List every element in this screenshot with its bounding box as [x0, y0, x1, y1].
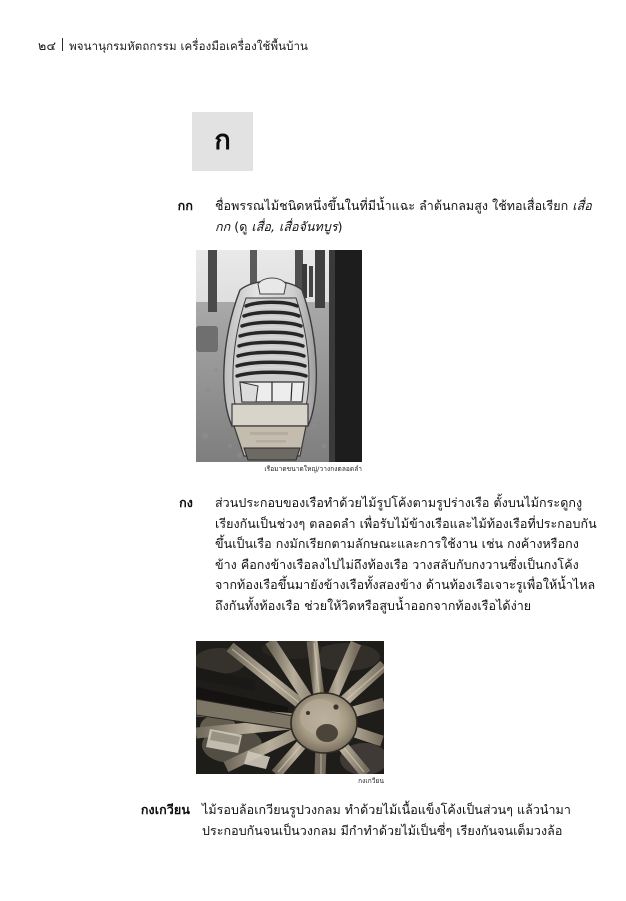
section-letter-glyph: ก [214, 125, 231, 156]
figure-caption: เรือมาดขนาดใหญ่/วางกงตลอดลำ [264, 465, 362, 473]
dictionary-entry-kong [135, 493, 597, 616]
entry-headword: กก [177, 198, 193, 213]
wheel-photo [196, 641, 384, 774]
dictionary-entry-kok [135, 196, 597, 237]
definition-italic-crossref: เสื่อ [572, 198, 592, 213]
definition-text-segment-3: ) [337, 218, 343, 234]
definition-text-segment: ชื่อพรรณไม้ชนิดหนึ่งขึ้นในที่มีน้ำแฉะ ลำต้นกลมสูง ใช้ทอเสื่อเรียก [215, 198, 573, 213]
dictionary-entry-kongkwian [120, 800, 584, 841]
definition-text-segment-2: (ดู [230, 218, 252, 234]
entry-definition: ไม้รอบล้อเกวียนรูปวงกลม ทำด้วยไม้เนื้อแข็งโค้งเป็นส่วนๆ แล้วนำมาประกอบกันจนเป็นวงกลม มีกำทำด้วยไม้เป็นซี่ๆ เรียงกันจนเต็มวงล้อ [202, 802, 571, 838]
section-letter-block [192, 112, 253, 171]
definition-italic-seealso: เสื่อ, เสื่อจันทบูร [251, 218, 338, 234]
entry-definition [215, 196, 597, 237]
entry-headword: กงเกวียน [140, 802, 190, 817]
running-head [38, 36, 578, 58]
figure-boat [196, 250, 362, 474]
entry-headword: กง [179, 495, 193, 510]
page-folio-number: ๒๔ [38, 38, 57, 53]
figure-caption: กงเกวียน [358, 777, 384, 785]
figure-wheel [196, 641, 384, 786]
boat-photo [196, 250, 362, 462]
definition-italic-crossref-cont: กก [215, 218, 231, 234]
entry-definition: ส่วนประกอบของเรือทำด้วยไม้รูปโค้งตามรูปร่างเรือ ตั้งบนไม้กระดูกงู เรียงกันเป็นช่วงๆ ตลอดลำ เพื่อรับไม้ข้างเรือและไม้ท้องเรือที่ประกอบกันขึ้นเป็นเรือ กงมักเรียกตามลักษณะและการใช้งาน เช่น กงค้างหรือกงข้าง คือกงข้างเรือลงไปไม่ถึงท้องเรือ วางสลับกับกงวานซึ่งเป็นกงโค้งจากท้องเรือขึ้นมายังข้างเรือทั้งสองข้าง ด้านท้องเรือเจาะรูเพื่อให้น้ำไหลถึงกันทั้งท้องเรือ ช่วยให้วิดหรือสูบน้ำออกจากท้องเรือได้ง่าย [215, 495, 597, 613]
running-head-title: พจนานุกรมหัตถกรรม เครื่องมือเครื่องใช้พื้นบ้าน [69, 39, 309, 53]
folio-divider-rule [62, 38, 63, 51]
